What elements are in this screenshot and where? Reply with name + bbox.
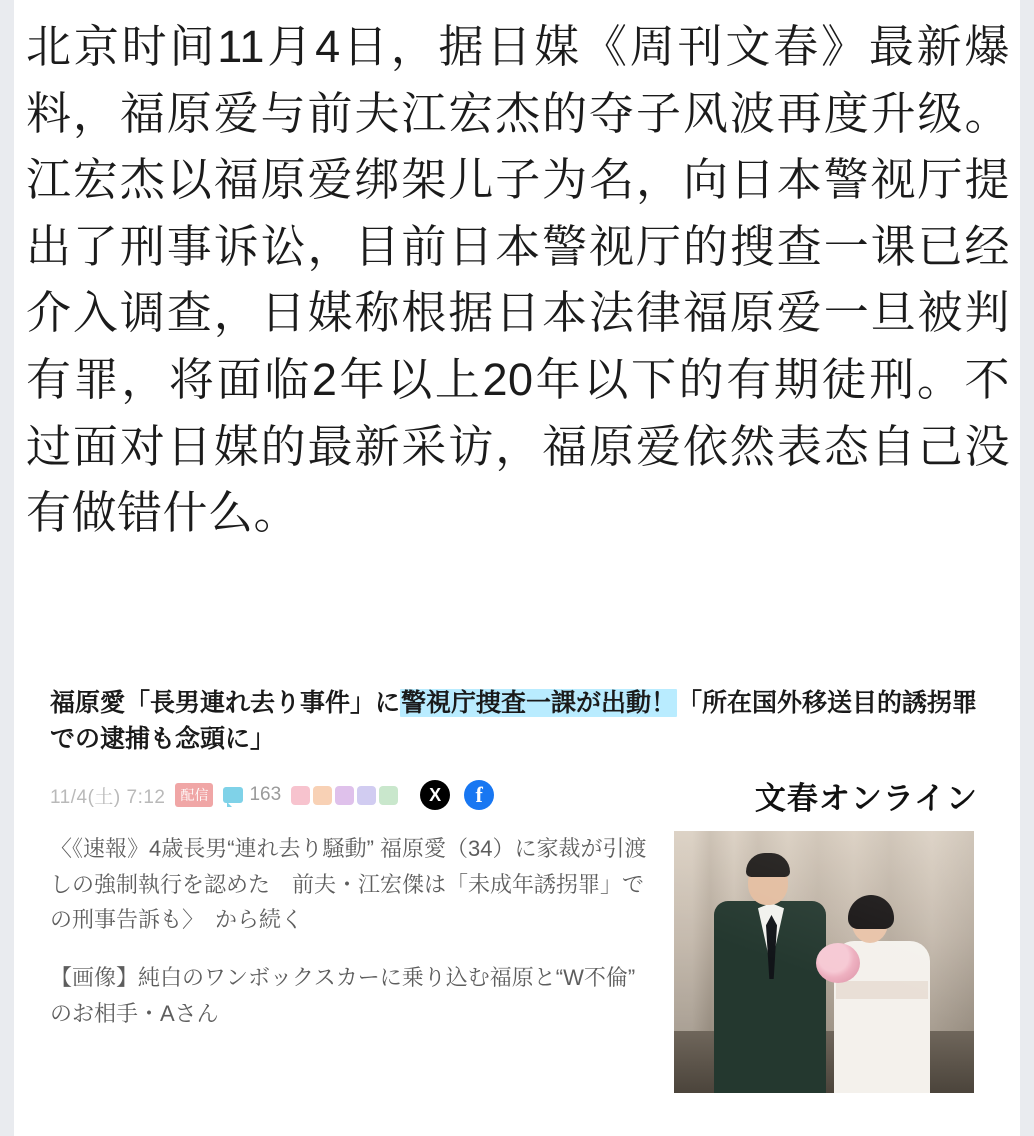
site-brand-logo: 文春オンライン: [754, 780, 978, 817]
reaction-icon-2: [313, 786, 332, 805]
comment-count: 163: [249, 784, 282, 805]
reaction-icon-1: [291, 786, 310, 805]
news-headline-part1: 福原愛「長男連れ去り事件」に: [50, 689, 401, 717]
reaction-icon-5: [379, 786, 398, 805]
reaction-icon-3: [335, 786, 354, 805]
x-share-icon[interactable]: X: [420, 780, 450, 810]
article-body-text: 北京时间11月4日，据日媒《周刊文春》最新爆料，福原爱与前夫江宏杰的夺子风波再度升级。江宏杰以福原爱绑架儿子为名，向日本警视厅提出了刑事诉讼，目前日本警视厅的搜查一课已经介入调查，日媒称根据日本法律福原爱一旦被判有罪，将面临2年以上20年以下的有期徒刑。不过面对日媒的最新采访，福原爱依然表态自己没有做错什么。: [26, 21, 1010, 539]
news-headline-part2: 「所在国外移送目的誘拐罪での逮捕も念頭に」: [50, 689, 978, 753]
publish-date: 11/4(土) 7:12: [50, 786, 166, 808]
comment-bubble-icon: [223, 787, 243, 803]
news-headline: [46, 678, 990, 757]
left-edge-bar: [0, 0, 14, 1136]
news-meta-row: [46, 757, 990, 817]
right-edge-bar: [1020, 0, 1034, 1136]
reaction-pills[interactable]: [291, 786, 398, 805]
reaction-icon-4: [357, 786, 376, 805]
facebook-share-icon[interactable]: f: [464, 780, 494, 810]
news-photo: [674, 831, 974, 1093]
related-article-link[interactable]: 〈《速報》4歳長男“連れ去り騒動” 福原愛（34）に家裁が引渡しの強制執行を認めた 前夫・江宏傑は「未成年誘拐罪」での刑事告訴も〉 から続く: [50, 836, 647, 933]
photo-gloss-overlay: [674, 831, 974, 1093]
distribution-badge: 配信: [175, 783, 213, 807]
news-headline-highlight: 警視庁捜査一課が出動！: [401, 689, 677, 717]
news-body-row: [46, 817, 990, 1093]
news-body-text: [50, 831, 656, 1093]
comment-count-group[interactable]: [223, 784, 281, 806]
image-gallery-link[interactable]: 【画像】純白のワンボックスカーに乗り込む福原と“W不倫”のお相手・Aさん: [50, 964, 636, 1026]
embedded-news-screenshot: [46, 678, 990, 1130]
